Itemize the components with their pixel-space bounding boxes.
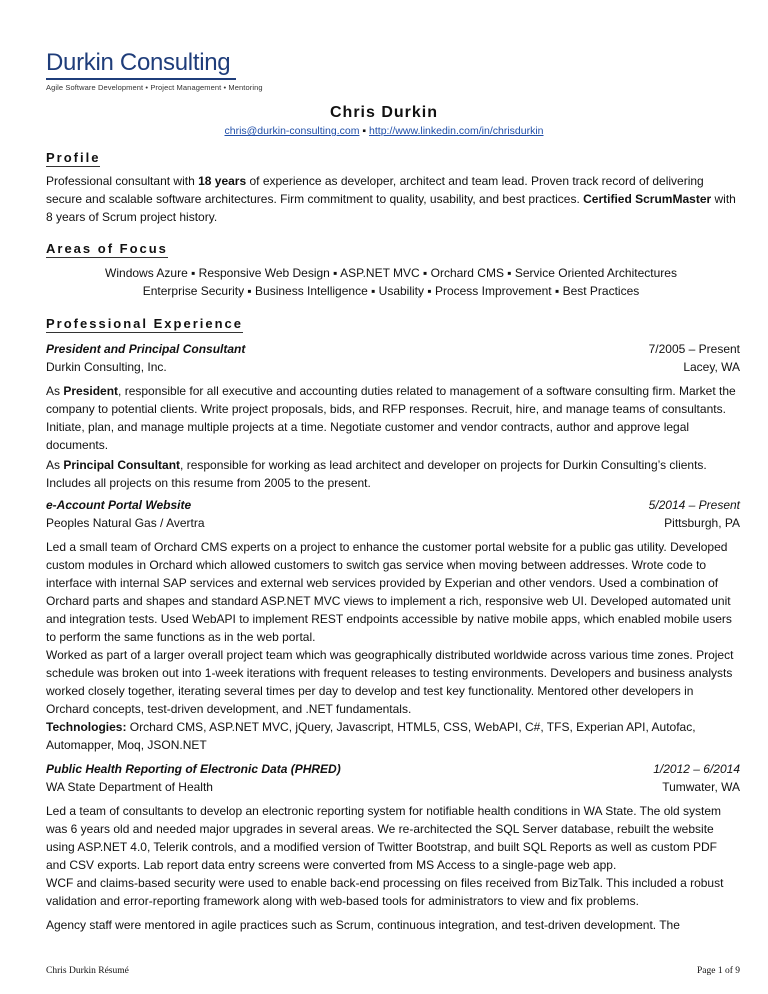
- linkedin-link[interactable]: http://www.linkedin.com/in/chrisdurkin: [369, 125, 544, 137]
- job-location: Lacey, WA: [683, 360, 740, 374]
- project-technologies: Technologies: Orchard CMS, ASP.NET MVC, jQuery, Javascript, HTML5, CSS, WebAPI, C#, TFS, Experian API, Autofac, Automapper, Moq, JSON.NET: [46, 720, 696, 752]
- email-link[interactable]: chris@durkin-consulting.com: [224, 125, 360, 137]
- project2-client-row: [46, 778, 740, 796]
- project-title-row: [46, 496, 740, 514]
- focus-line-2: Enterprise Security ▪ Business Intelligence ▪ Usability ▪ Process Improvement ▪ Best Practices: [142, 284, 640, 298]
- focus-line-1: Windows Azure ▪ Responsive Web Design ▪ ASP.NET MVC ▪ Orchard CMS ▪ Service Oriented Architectures: [105, 266, 677, 280]
- project2-client: WA State Department of Health: [46, 780, 213, 794]
- project2-location: Tumwater, WA: [662, 780, 740, 794]
- job-company: Durkin Consulting, Inc.: [46, 360, 167, 374]
- job-company-row: [46, 358, 740, 376]
- project2-para-1: Led a team of consultants to develop an electronic reporting system for notifiable health conditions in WA State. The old system was 6 years old and needed major upgrades in several areas. We re-architected the SQL Server database, rebuilt the website using ASP.NET 4.0, Telerik controls, and a modified version of Twitter Bootstrap, and built SQL Reports as well as custom PDF and CSV exports. Lab report data entry screens were converted from MS Access to a single-page web app.: [46, 804, 722, 872]
- logo-title: Durkin Consulting: [46, 49, 231, 76]
- logo-tagline: Agile Software Development • Project Management • Mentoring: [46, 83, 263, 92]
- project2-para-2: WCF and claims-based security were used to enable back-end processing on files received from BizTalk. This included a robust validation and error-reporting framework along with web-based tools for administrators to view and fix problems.: [46, 876, 724, 908]
- focus-heading: Areas of Focus: [46, 241, 168, 256]
- candidate-name: Chris Durkin: [329, 104, 438, 121]
- project2-para-3: Agency staff were mentored in agile practices such as Scrum, continuous integration, and test-driven development. The: [46, 918, 680, 932]
- project-title: e-Account Portal Website: [46, 498, 192, 512]
- logo-underline: [46, 78, 236, 80]
- job-dates: 7/2005 – Present: [648, 342, 740, 356]
- company-logo: [46, 50, 263, 92]
- project-location: Pittsburgh, PA: [664, 516, 740, 530]
- contact-line: [0, 125, 768, 137]
- experience-heading: Professional Experience: [46, 316, 244, 331]
- project2-dates: 1/2012 – 6/2014: [653, 762, 740, 776]
- project2-title-row: [46, 760, 740, 778]
- profile-text: Professional consultant with 18 years of experience as developer, architect and team lead. Proven track record of delivering secure and scalable software architectures. Firm commitment to quality, usability, and best practices. Certified ScrumMaster with 8 years of Scrum project history.: [46, 174, 736, 224]
- project-para-1: Led a small team of Orchard CMS experts on a project to enhance the customer portal website for a public gas utility. Developed custom modules in Orchard which allowed customers to switch gas service when moving between addresses. Wrote code to interface with internal SAP services and external web services provided by Experian and other vendors. Used a combination of Orchard parts and shapes and standard ASP.NET MVC views to implement a rich, responsive web UI. Developed automated unit and integration tests. Used WebAPI to implement REST endpoints accessible by native mobile apps, which enabled mobile users to perform the same functions as in the web portal.: [46, 540, 732, 644]
- job-title: President and Principal Consultant: [46, 342, 246, 356]
- job-para-1: As President, responsible for all executive and accounting duties related to management of a software consulting firm. Market the company to potential clients. Write project proposals, bids, and RFP responses. Recruit, hire, and manage teams of consultants. Initiate, plan, and manage multiple projects at a time. Negotiate customer and vendor contracts, author and approve legal documents.: [46, 384, 736, 452]
- job-title-row: [46, 340, 740, 358]
- project2-title: Public Health Reporting of Electronic Data (PHRED): [46, 762, 341, 776]
- contact-separator: ▪: [359, 125, 370, 137]
- project-para-2: Worked as part of a larger overall project team which was geographically distributed worldwide across various time zones. Project schedule was broken out into 1-week iterations with frequent releases to testing environments. Developers and business analysts worked closely together, iterating several times per day to develop and test key functionality. Mentored other developers in Orchard concepts, test-driven development, and .NET fundamentals.: [46, 648, 734, 716]
- project-client-row: [46, 514, 740, 532]
- project-dates: 5/2014 – Present: [648, 498, 740, 512]
- job-para-2: As Principal Consultant, responsible for working as lead architect and developer on projects for Durkin Consulting’s clients. Includes all projects on this resume from 2005 to the present.: [46, 458, 707, 490]
- project-client: Peoples Natural Gas / Avertra: [46, 516, 205, 530]
- footer-title: Chris Durkin Résumé: [46, 966, 129, 976]
- profile-heading: Profile: [46, 150, 101, 165]
- page-number: Page 1 of 9: [696, 966, 740, 976]
